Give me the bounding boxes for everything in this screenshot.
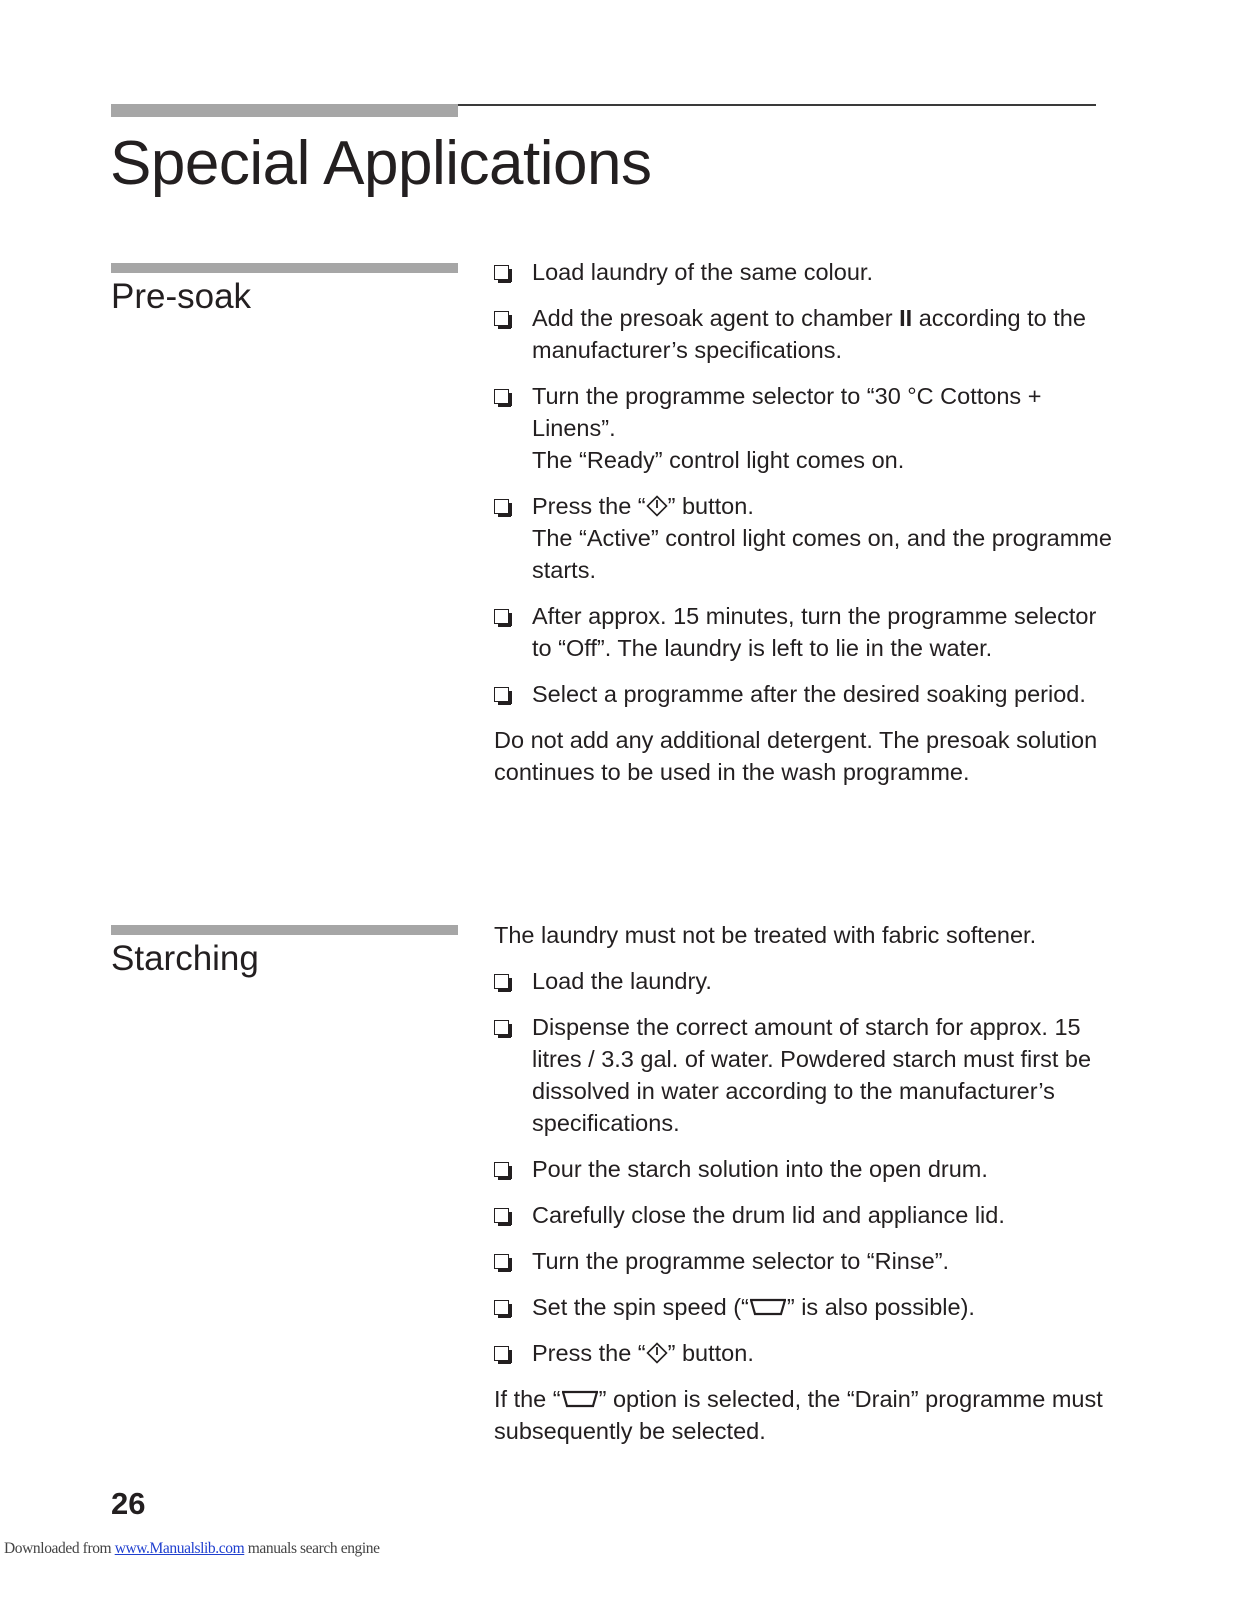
list-item [494, 302, 1114, 366]
footer-prefix: Downloaded from [4, 1540, 115, 1557]
chamber-label: II [899, 305, 913, 331]
list-item [494, 600, 1114, 664]
checkbox-icon [494, 389, 509, 404]
list-item [494, 1245, 1114, 1277]
step-text: Carefully close the drum lid and appliance lid. [532, 1202, 1005, 1228]
footer-suffix: manuals search engine [244, 1540, 380, 1557]
step-text: Pour the starch solution into the open drum. [532, 1156, 988, 1182]
start-button-icon [646, 495, 668, 517]
presoak-content [494, 256, 1114, 802]
step-text: Select a programme after the desired soaking period. [532, 681, 1086, 707]
step-text: Press the “ [532, 1340, 646, 1366]
step-text: Load the laundry. [532, 968, 712, 994]
list-item [494, 1199, 1114, 1231]
step-text: Turn the programme selector to “Rinse”. [532, 1248, 950, 1274]
checkbox-icon [494, 1020, 509, 1035]
list-item [494, 1337, 1114, 1369]
section-heading-starching: Starching [111, 939, 259, 978]
step-text: Dispense the correct amount of starch for approx. 15 litres / 3.3 gal. of water. Powdered starch must first be dissolved in water according to the manufacturer’s specifications. [532, 1014, 1092, 1136]
step-text: according to the manufacturer’s specifications. [532, 305, 1086, 363]
list-item [494, 490, 1114, 586]
checkbox-icon [494, 311, 509, 326]
step-note: The “Active” control light comes on, and the programme starts. [532, 525, 1112, 583]
section-bar-starching [111, 925, 458, 935]
rinse-hold-icon [749, 1296, 787, 1318]
list-item [494, 965, 1114, 997]
list-item [494, 1291, 1114, 1323]
step-text: ” button. [667, 1340, 754, 1366]
step-text: ” button. [667, 493, 754, 519]
list-item [494, 380, 1114, 476]
step-note: The “Ready” control light comes on. [532, 447, 905, 473]
list-item [494, 1153, 1114, 1185]
starching-content [494, 919, 1114, 1461]
step-text: After approx. 15 minutes, turn the programme selector to “Off”. The laundry is left to lie in the water. [532, 603, 1097, 661]
step-text: Load laundry of the same colour. [532, 259, 873, 285]
starching-closing-note [494, 1383, 1114, 1447]
page-number: 26 [111, 1486, 146, 1521]
list-item [494, 256, 1114, 288]
header-rule-accent [111, 104, 458, 117]
starching-steps [494, 965, 1114, 1369]
checkbox-icon [494, 609, 509, 624]
checkbox-icon [494, 265, 509, 280]
step-text: Set the spin speed (“ [532, 1294, 749, 1320]
section-bar-presoak [111, 263, 458, 273]
closing-text: ” option is selected, the “Drain” programme must subsequently be selected. [494, 1386, 1103, 1444]
checkbox-icon [494, 1254, 509, 1269]
section-heading-presoak: Pre-soak [111, 277, 252, 316]
presoak-steps [494, 256, 1114, 710]
step-text: Press the “ [532, 493, 646, 519]
page-title: Special Applications [110, 129, 652, 198]
rinse-hold-icon [561, 1388, 599, 1410]
checkbox-icon [494, 1162, 509, 1177]
step-text: ” is also possible). [786, 1294, 975, 1320]
step-text: Add the presoak agent to chamber [532, 305, 900, 331]
checkbox-icon [494, 1346, 509, 1361]
checkbox-icon [494, 1300, 509, 1315]
download-footer [4, 1540, 380, 1558]
starching-intro: The laundry must not be treated with fabric softener. [494, 922, 1037, 948]
list-item [494, 1011, 1114, 1139]
checkbox-icon [494, 499, 509, 514]
checkbox-icon [494, 687, 509, 702]
checkbox-icon [494, 974, 509, 989]
step-text: Turn the programme selector to “30 °C Cottons + Linens”. [532, 383, 1042, 441]
closing-text: If the “ [494, 1386, 561, 1412]
checkbox-icon [494, 1208, 509, 1223]
manualslib-link[interactable]: www.Manualslib.com [114, 1540, 245, 1557]
list-item [494, 678, 1114, 710]
presoak-closing-note: Do not add any additional detergent. The presoak solution continues to be used in the wash programme. [494, 727, 1098, 785]
start-button-icon [646, 1342, 668, 1364]
